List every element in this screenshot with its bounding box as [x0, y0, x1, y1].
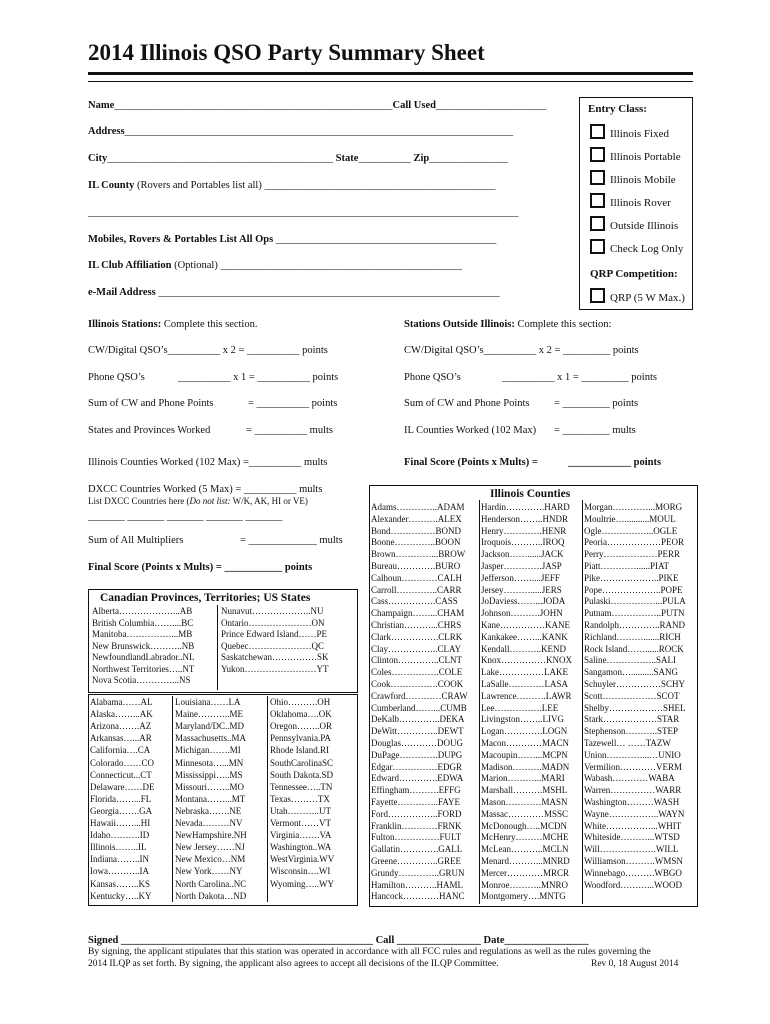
state-item: Florida……...FL: [90, 793, 152, 804]
county-item: Lake……………LAKE: [481, 667, 568, 678]
il-sum-mult-label: Sum of All Multipliers: [88, 535, 184, 546]
club-field[interactable]: IL Club Affiliation (Optional) ______________________________________________: [88, 260, 462, 271]
checkbox-icon: [590, 147, 605, 162]
county-item: Iroquois………..IROQ: [481, 537, 565, 548]
il-cw-qsos[interactable]: CW/Digital QSO’s__________ x 2 = __________ points: [88, 345, 328, 356]
state-item: Georgia…….GA: [90, 805, 153, 816]
county-item: Moultrie…...........MOUL: [584, 513, 676, 524]
county-item: Scott………………SCOT: [584, 690, 680, 701]
county-item: Christian………...CHRS: [371, 620, 462, 630]
city-field[interactable]: City___________________________________________ State__________ Zip_______________: [88, 153, 509, 164]
il-phone-label: Phone QSO’s: [88, 372, 145, 383]
state-item: Minnesota…...MN: [175, 757, 244, 768]
county-item: Shelby………………SHEL: [584, 702, 686, 713]
state-item: Montana……...MT: [175, 793, 246, 804]
county-item: Champaign……...CHAM: [371, 608, 465, 619]
state-item: New Jersey……NJ: [175, 842, 245, 853]
province-item: NewfoundlandLabrador..NL: [92, 652, 195, 662]
county-item: Ogle……………...OGLE: [584, 525, 678, 536]
checkbox-illinois-rover[interactable]: Illinois Rover: [590, 193, 671, 209]
state-item: Iowa………..IA: [90, 866, 149, 877]
county-item: Macon…………MACN: [481, 738, 569, 748]
counties-title: Illinois Counties: [490, 488, 571, 500]
county-item: Washington………WASH: [584, 797, 680, 807]
county-item: Kane……………KANE: [481, 620, 570, 630]
title-rule-thick: [88, 72, 693, 75]
county-item: Vermilion…………VERM: [584, 761, 682, 772]
state-item: Illinois……..IL: [90, 842, 147, 853]
county-item: Johnson……….JOHN: [481, 608, 563, 619]
county-item: Putnam……………..PUTN: [584, 608, 685, 619]
state-item: Idaho……….ID: [90, 830, 150, 841]
county-item: Wayne……………..WAYN: [584, 808, 685, 819]
out-phone-qsos[interactable]: __________ x 1 = _________ points: [502, 372, 657, 383]
il-dxcc-blanks[interactable]: _______ _______ _______ _______ _______: [88, 511, 283, 522]
county-item: Cumberland……...CUMB: [371, 702, 467, 713]
signature-line[interactable]: Signed ________________________________________________ Call ________________ Date________________: [88, 935, 589, 946]
revision-note: Rev 0, 18 August 2014: [591, 959, 679, 969]
footer-stipulation-2: 2014 ILQP as set forth. By signing, the applicant also agrees to accept all decisions of the ILQP Committee.: [88, 959, 499, 969]
county-item: Wabash…………WABA: [584, 773, 675, 784]
county-item: Cook…………….COOK: [371, 679, 464, 689]
county-item: Effingham……….EFFG: [371, 785, 461, 796]
il-dxcc-mults[interactable]: DXCC Countries Worked (5 Max) = __________ mults: [88, 484, 323, 495]
county-item: Hardin………….HARD: [481, 502, 570, 512]
checkbox-outside-illinois[interactable]: Outside Illinois: [590, 216, 678, 232]
canadian-title: Canadian Provinces, Territories; US States: [100, 592, 311, 604]
state-item: Nevada………NV: [175, 818, 243, 828]
name-field[interactable]: Name_____________________________________________________Call Used_____________________: [88, 100, 547, 111]
province-item: Saskatchewan……………SK: [221, 652, 329, 662]
il-stations-heading: Illinois Stations: Complete this section.: [88, 319, 258, 330]
county-item: Calhoun…………CALH: [371, 572, 462, 583]
il-county-field-line2[interactable]: __________________________________________________________________________________: [88, 207, 519, 218]
province-item: Quebec…………………QC: [221, 640, 324, 651]
state-item: Maine………..ME: [175, 709, 243, 720]
county-item: Kendall………..KEND: [481, 643, 566, 654]
province-item: Ontario…………………ON: [221, 617, 325, 628]
county-item: McDonough…..MCDN: [481, 820, 568, 831]
il-dxcc-note: List DXCC Countries here (Do not list: W/K, AK, HI or VE): [88, 496, 308, 506]
county-item: Livingston……..LIVG: [481, 714, 564, 725]
county-item: Ford……………..FORD: [371, 808, 462, 819]
county-item: Madison……….MADN: [481, 761, 570, 772]
state-item: New York……NY: [175, 866, 243, 877]
county-item: Cass…………….CASS: [371, 596, 458, 607]
il-sum-label: Sum of CW and Phone Points: [88, 398, 214, 409]
county-item: Clinton…………..CLNT: [371, 655, 463, 666]
il-final-score[interactable]: Final Score (Points x Mults) = ___________ points: [88, 562, 313, 573]
county-item: Bond……………BOND: [371, 525, 462, 536]
state-item: Kentucky…..KY: [90, 890, 152, 901]
province-item: Alberta………………...AB: [92, 606, 193, 616]
county-item: Perry………………PERR: [584, 549, 681, 560]
state-item: Wisconsin….WI: [270, 866, 331, 877]
county-item: Tazewell… ……TAZW: [584, 738, 671, 748]
state-item: Indiana……..IN: [90, 854, 149, 865]
state-item: Alaska……...AK: [90, 709, 153, 720]
state-item: Arizona…….AZ: [90, 721, 152, 732]
county-item: Henry………….HENR: [481, 525, 567, 536]
state-item: Hawaii……...HI: [90, 818, 151, 828]
state-item: Washington..WA: [270, 842, 332, 853]
county-item: Richland……….......RICH: [584, 631, 681, 642]
state-item: Pennsylvania.PA: [270, 733, 331, 744]
province-item: Northwest Territories…..NT: [92, 663, 195, 674]
state-item: Michigan…….MI: [175, 745, 241, 756]
out-phone-label: Phone QSO’s: [404, 372, 461, 383]
state-item: Arkansas…...AR: [90, 733, 152, 744]
province-item: Manitoba……………...MB: [92, 629, 193, 639]
footer-stipulation-1: By signing, the applicant stipulates that this station was operated in accordance with all FCC rules and regulations as well as the rules governing the: [88, 947, 651, 957]
county-item: Hamilton………..HAML: [371, 879, 463, 890]
county-item: Greene…………..GREE: [371, 856, 461, 866]
state-item: Nebraska…….NE: [175, 805, 242, 816]
state-item: Delaware……DE: [90, 781, 155, 792]
county-item: Whiteside………...WTSD: [584, 832, 680, 843]
county-item: Bureau………….BURO: [371, 561, 461, 571]
il-states-mults[interactable]: = __________ mults: [246, 425, 334, 436]
county-item: Pope………………..POPE: [584, 584, 683, 595]
county-item: Warren……………WARR: [584, 785, 682, 796]
county-item: Boone…………..BOON: [371, 537, 461, 548]
county-item: White……………...WHIT: [584, 820, 682, 831]
county-item: LaSalle…………LASA: [481, 679, 568, 689]
state-item: New Mexico…NM: [175, 854, 246, 865]
county-item: Coles…………….COLE: [371, 667, 463, 678]
county-item: Pike………………..PIKE: [584, 572, 679, 583]
county-item: Morgan…………...MORG: [584, 502, 683, 512]
state-item: North Carolina..NC: [175, 878, 247, 889]
state-item: North Dakota…ND: [175, 890, 247, 901]
out-final-score[interactable]: ____________ points: [568, 457, 662, 468]
county-item: Woodford………...WOOD: [584, 879, 683, 890]
county-item: Menard………...MNRD: [481, 856, 570, 866]
out-sum-points[interactable]: = _________ points: [554, 398, 639, 409]
county-item: Montgomery….MNTG: [481, 891, 566, 902]
checkbox-icon: [590, 288, 605, 303]
out-stations-heading: Stations Outside Illinois: Complete this section:: [404, 319, 612, 330]
checkbox-icon: [590, 216, 605, 231]
canadian-divider: [217, 605, 218, 690]
county-item: Grundy…………..GRUN: [371, 867, 465, 878]
state-item: Texas………TX: [270, 793, 330, 804]
counties-divider-1: [479, 500, 480, 904]
state-item: Ohio……….OH: [270, 697, 331, 707]
county-item: Fayette…………..FAYE: [371, 797, 460, 807]
county-item: Knox……………KNOX: [481, 655, 572, 666]
state-item: Wyoming…..WY: [270, 878, 334, 889]
county-item: Saline……………..SALI: [584, 655, 676, 666]
county-item: Pulaski……………...PULA: [584, 596, 686, 607]
state-item: Rhode Island.RI: [270, 745, 329, 756]
state-item: SouthCarolinaSC: [270, 757, 334, 768]
il-counties-mults[interactable]: Illinois Counties Worked (102 Max) =__________ mults: [88, 457, 328, 468]
county-item: Hancock…………HANC: [371, 891, 465, 902]
county-item: Fulton……………FULT: [371, 832, 462, 843]
county-item: Edward………….EDWA: [371, 773, 464, 784]
county-item: Stephenson………..STEP: [584, 726, 679, 737]
county-item: Franklin…………FRNK: [371, 820, 462, 831]
state-item: Massachusetts..MA: [175, 733, 246, 744]
state-item: Maryland/DC..MD: [175, 721, 244, 732]
out-counties-mults[interactable]: = _________ mults: [554, 425, 636, 436]
page-title: 2014 Illinois QSO Party Summary Sheet: [88, 40, 485, 65]
states-divider-2: [267, 696, 268, 902]
county-item: Jasper………….JASP: [481, 561, 562, 571]
county-item: Will……………….WILL: [584, 844, 679, 855]
il-sum-points[interactable]: = __________ points: [248, 398, 338, 409]
state-item: Louisiana……LA: [175, 697, 241, 707]
county-item: McLean………..MCLN: [481, 844, 569, 855]
county-item: Kankakee……...KANK: [481, 631, 568, 642]
county-item: Jersey……….....JERS: [481, 584, 562, 595]
out-final-label: Final Score (Points x Mults) =: [404, 457, 538, 468]
state-item: Kansas……..KS: [90, 878, 150, 889]
county-item: McHenry………MCHE: [481, 832, 569, 843]
out-cw-qsos[interactable]: CW/Digital QSO’s__________ x 2 = _________ points: [404, 345, 639, 356]
county-item: Monroe………..MNRO: [481, 879, 568, 890]
county-item: Edgar……………EDGR: [371, 761, 462, 772]
state-item: NewHampshire.NH: [175, 830, 247, 841]
county-item: Brown…………...BROW: [371, 549, 466, 560]
county-item: DuPage………….DUPG: [371, 749, 463, 760]
county-item: Henderson……..HNDR: [481, 513, 568, 524]
qrp-title: QRP Competition:: [590, 268, 678, 280]
checkbox-icon: [590, 193, 605, 208]
county-item: Alexander……….ALEX: [371, 513, 462, 524]
county-item: DeKalb…………..DEKA: [371, 714, 465, 725]
county-item: Union…………...…UNIO: [584, 749, 681, 760]
province-item: Yukon……………………YT: [221, 663, 329, 674]
states-divider-1: [172, 696, 173, 902]
county-item: Lawrence……….LAWR: [481, 690, 572, 701]
state-item: South Dakota.SD: [270, 769, 333, 780]
county-item: Sangamon…..........SANG: [584, 667, 678, 678]
mobiles-field[interactable]: Mobiles, Rovers & Portables List All Ops __________________________________________: [88, 234, 497, 245]
county-item: Macoupin……...MCPN: [481, 749, 568, 760]
county-item: Williamson……….WMSN: [584, 856, 683, 866]
county-item: Clark…………….CLRK: [371, 631, 463, 642]
il-states-label: States and Provinces Worked: [88, 425, 211, 436]
state-item: Mississippi…..MS: [175, 769, 243, 780]
state-item: Vermont……VT: [270, 818, 331, 828]
state-item: WestVirginia.WV: [270, 854, 335, 865]
il-sum-mult[interactable]: = _____________ mults: [240, 535, 343, 546]
out-sum-label: Sum of CW and Phone Points: [404, 398, 530, 409]
il-phone-qsos[interactable]: __________ x 1 = __________ points: [178, 372, 339, 383]
county-item: Marion………...MARI: [481, 773, 565, 784]
counties-divider-2: [582, 500, 583, 904]
county-item: Lee…………….LEE: [481, 702, 559, 713]
county-item: Randolph…………..RAND: [584, 620, 685, 630]
province-item: Nova Scotia…………...NS: [92, 675, 191, 685]
county-item: Mason…………MASN: [481, 797, 568, 807]
state-item: Colorado……CO: [90, 757, 154, 768]
county-item: Clay……………..CLAY: [371, 643, 462, 654]
county-item: Stark………………STAR: [584, 714, 680, 725]
county-item: Winnebago……….WBGO: [584, 867, 682, 878]
county-item: Mercer…………MRCR: [481, 867, 569, 878]
county-item: Crawford…………CRAW: [371, 690, 468, 701]
county-item: Adams…………..ADAM: [371, 502, 465, 512]
province-item: British Columbia……....BC: [92, 617, 194, 628]
state-item: California….CA: [90, 745, 151, 756]
county-item: Gallatin………….GALL: [371, 844, 463, 855]
state-item: Tennessee…..TN: [270, 781, 333, 792]
county-item: Douglas…………DOUG: [371, 738, 463, 748]
checkbox-check-log-only[interactable]: Check Log Only: [590, 239, 683, 255]
state-item: Connecticut...CT: [90, 769, 152, 780]
county-item: Peoria………………PEOR: [584, 537, 684, 548]
entry-class-title: Entry Class:: [588, 103, 647, 115]
checkbox-illinois-fixed[interactable]: Illinois Fixed: [590, 124, 669, 140]
county-item: JoDaviess……...JODA: [481, 596, 566, 607]
checkbox-illinois-mobile[interactable]: Illinois Mobile: [590, 170, 676, 186]
state-item: Missouri……..MO: [175, 781, 245, 792]
state-item: Oregon……..OR: [270, 721, 332, 732]
county-item: DeWitt…………..DEWT: [371, 726, 464, 737]
county-item: Carroll…………..CARR: [371, 584, 462, 595]
county-item: Schuyler……………SCHY: [584, 679, 685, 689]
province-item: Prince Edward Island……PE: [221, 629, 327, 639]
checkbox-icon: [590, 170, 605, 185]
state-item: Virginia…….VA: [270, 830, 332, 841]
title-rule-thin: [88, 81, 693, 82]
province-item: New Brunswick………..NB: [92, 640, 195, 651]
address-field[interactable]: Address__________________________________________________________________________: [88, 126, 514, 137]
state-item: Utah………..UT: [270, 805, 331, 816]
county-item: Jefferson……....JEFF: [481, 572, 560, 583]
il-county-field[interactable]: IL County (Rovers and Portables list all) ____________________________________________: [88, 180, 496, 191]
county-item: Rock Island……......ROCK: [584, 643, 684, 654]
checkbox-qrp[interactable]: QRP (5 W Max.): [590, 288, 685, 304]
checkbox-icon: [590, 239, 605, 254]
state-item: Alabama……AL: [90, 697, 153, 707]
county-item: Jackson……......JACK: [481, 549, 564, 560]
email-field[interactable]: e-Mail Address _________________________________________________________________: [88, 287, 500, 298]
county-item: Massac…………MSSC: [481, 808, 569, 819]
county-item: Marshall……….MSHL: [481, 785, 568, 796]
province-item: Nunavut………………..NU: [221, 606, 324, 616]
state-item: Oklahoma….OK: [270, 709, 332, 720]
checkbox-illinois-portable[interactable]: Illinois Portable: [590, 147, 681, 163]
county-item: Logan………….LOGN: [481, 726, 568, 737]
out-counties-label: IL Counties Worked (102 Max): [404, 425, 537, 436]
checkbox-icon: [590, 124, 605, 139]
county-item: Piatt…………......PIAT: [584, 561, 670, 571]
